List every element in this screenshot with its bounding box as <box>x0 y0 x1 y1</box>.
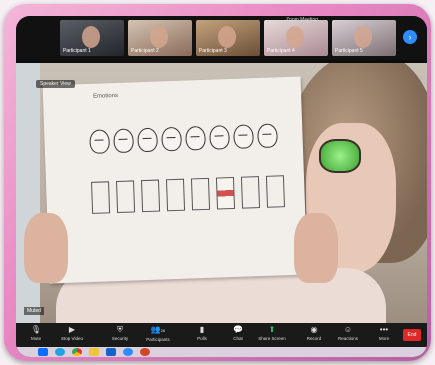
drawn-box <box>91 181 110 214</box>
participant-thumbnail[interactable] <box>196 20 260 56</box>
drawn-faces-row <box>89 123 278 154</box>
drawn-face <box>89 129 110 154</box>
participant-face <box>150 26 168 48</box>
more-dots-icon: ••• <box>379 325 389 334</box>
participant-name: Participant 4 <box>267 48 295 54</box>
participant-name: Participant 2 <box>131 48 159 54</box>
drawn-box <box>116 180 135 213</box>
drawn-face <box>113 128 134 153</box>
camera-icon: ▶ <box>68 325 76 334</box>
outlook-icon[interactable] <box>106 348 116 356</box>
participant-name: Participant 3 <box>199 48 227 54</box>
participant-thumbnail[interactable] <box>60 20 124 56</box>
bar-chart-icon: ▮ <box>199 325 205 334</box>
edge-icon[interactable] <box>55 348 65 356</box>
windows-taskbar <box>16 347 427 357</box>
record-icon: ◉ <box>310 325 318 334</box>
drawn-face <box>257 123 278 148</box>
record-label: Record <box>306 336 322 341</box>
drawn-face <box>209 125 230 150</box>
share-screen-button[interactable] <box>254 325 290 345</box>
participant-face <box>286 26 304 48</box>
participant-strip <box>16 16 427 60</box>
drawn-face <box>137 128 158 153</box>
stop-video-button[interactable] <box>54 325 90 345</box>
participants-count: 26 <box>160 328 166 333</box>
more-button[interactable] <box>366 325 402 345</box>
chat-label: Chat <box>233 336 243 341</box>
chat-button[interactable] <box>220 325 256 345</box>
local-user-label: Muted <box>24 307 44 315</box>
meeting-title: Zoom Meeting <box>286 17 318 23</box>
drawn-box <box>141 180 160 213</box>
drawing-heading: Emotions <box>92 92 119 100</box>
file-explorer-icon[interactable] <box>89 348 99 356</box>
participant-face <box>354 26 372 48</box>
participants-label: Participants <box>146 337 170 342</box>
end-meeting-button[interactable]: End <box>403 329 421 341</box>
powerpoint-icon[interactable] <box>140 348 150 356</box>
chrome-icon[interactable] <box>72 348 82 356</box>
participant-thumbnail[interactable] <box>128 20 192 56</box>
people-icon: 👥26 <box>150 325 166 334</box>
polls-label: Polls <box>197 336 207 341</box>
microphone-icon: 🎙 <box>30 325 42 334</box>
mute-button[interactable] <box>18 325 54 345</box>
polls-button[interactable] <box>184 325 220 345</box>
drawn-box-mouth <box>216 177 235 210</box>
drawing-paper <box>43 77 308 284</box>
participant-thumbnail[interactable] <box>332 20 396 56</box>
reactions-label: Reactions <box>337 336 358 341</box>
participant-thumbnail[interactable] <box>264 20 328 56</box>
drawn-box <box>191 178 210 211</box>
security-button[interactable] <box>102 325 138 345</box>
zoom-window <box>16 16 427 357</box>
security-label: Security <box>111 336 129 341</box>
glasses-icon <box>319 139 361 173</box>
windows-start-icon[interactable] <box>38 348 48 356</box>
participant-face <box>218 26 236 48</box>
zoom-icon[interactable] <box>123 348 133 356</box>
next-page-button[interactable] <box>403 30 417 44</box>
participant-face <box>82 26 100 48</box>
participants-button[interactable] <box>140 325 176 345</box>
drawn-face <box>161 127 182 152</box>
drawn-boxes-row <box>91 175 285 214</box>
speaker-view-badge[interactable]: Speaker View <box>36 80 75 88</box>
meeting-controls <box>16 323 427 347</box>
chevron-right-icon: › <box>408 32 412 42</box>
drawn-box <box>266 175 285 208</box>
record-button[interactable] <box>296 325 332 345</box>
smiley-icon: ☺ <box>343 325 353 334</box>
drawn-box <box>166 179 185 212</box>
background-window <box>16 63 40 323</box>
shield-icon: ⛨ <box>117 325 123 334</box>
drawn-box <box>241 176 260 209</box>
share-screen-label: Share Screen <box>258 336 286 341</box>
right-hand <box>294 213 338 283</box>
decorative-frame <box>4 4 431 361</box>
participant-name: Participant 5 <box>335 48 363 54</box>
share-arrow-icon: ⬆ <box>268 325 276 334</box>
reactions-button[interactable] <box>330 325 366 345</box>
active-speaker-video <box>16 63 427 323</box>
chat-bubble-icon: 💬 <box>233 325 243 334</box>
drawn-face <box>185 126 206 151</box>
mute-label: Mute <box>30 336 41 341</box>
more-label: More <box>378 336 390 341</box>
left-hand <box>24 213 68 283</box>
drawn-face <box>233 124 254 149</box>
participant-name: Participant 1 <box>63 48 91 54</box>
stop-video-label: Stop Video <box>61 336 83 341</box>
